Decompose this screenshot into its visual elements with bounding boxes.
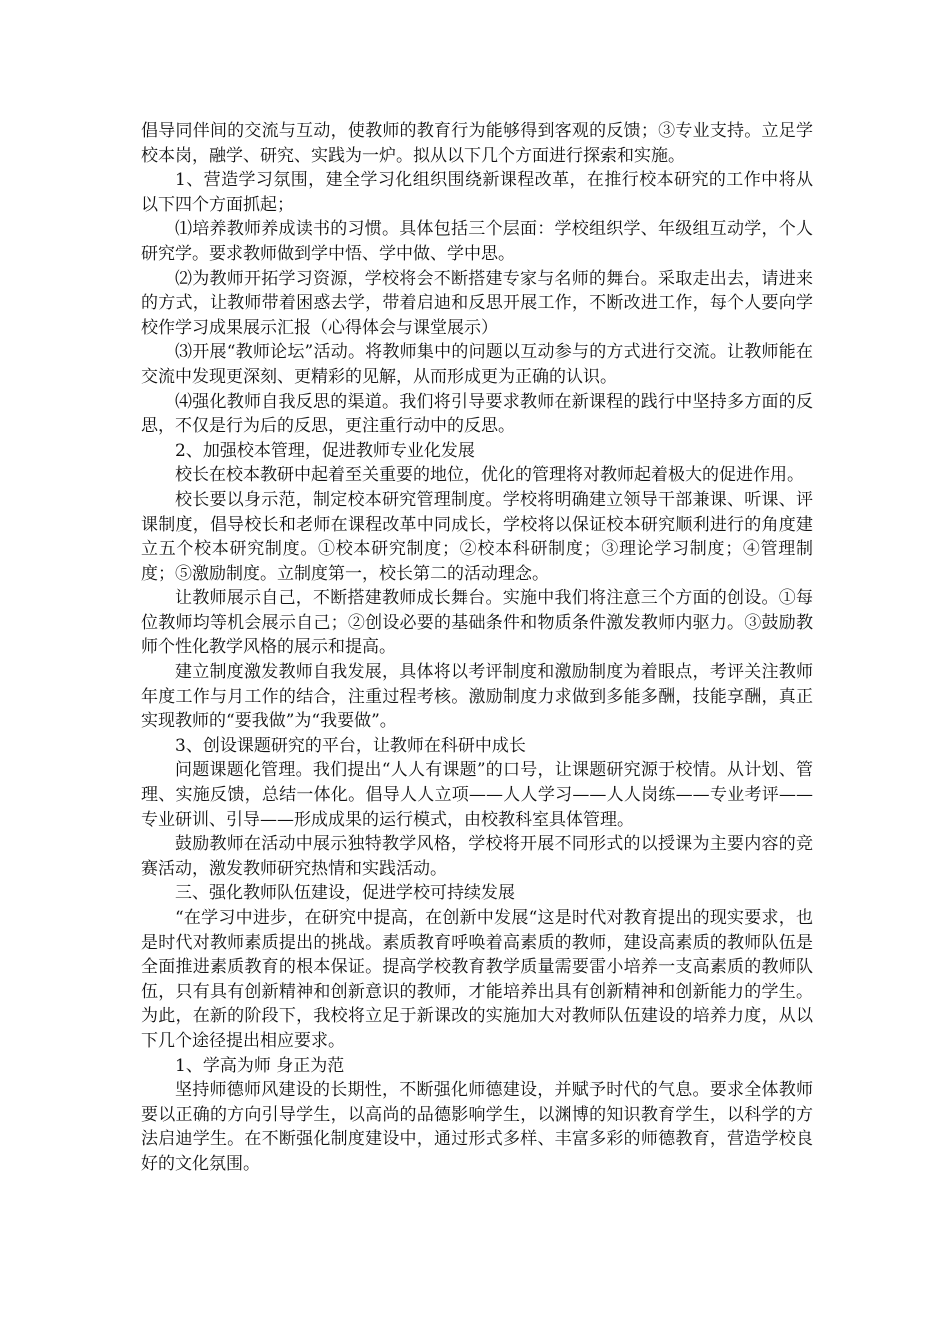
paragraph-ethics-building: 坚持师德师风建设的长期性，不断强化师德建设，并赋予时代的气息。要求全体教师要以正确的方向引导学生，以高尚的品德影响学生，以渊博的知识教育学生，以科学的方法启迪学生。在不断强化制度建设中，通过形式多样、丰富多彩的师德教育，营造学校良好的文化氛围。	[141, 1080, 813, 1174]
paragraph-section-3-heading: 3、创设课题研究的平台，让教师在科研中成长	[175, 735, 526, 756]
paragraph-item-1: ⑴培养教师养成读书的习惯。具体包括三个层面：学校组织学、年级组互动学，个人研究学。要求教师做到学中悟、学中做、学中思。	[141, 219, 813, 264]
paragraph-team-building: “在学习中进步，在研究中提高，在创新中发展“这是时代对教育提出的现实要求，也是时代对教师素质提出的挑战。素质教育呼唤着高素质的教师，建设高素质的教师队伍是全面推进素质教育的根本保证。提高学校教育教学质量需要雷小培养一支高素质的教师队伍，只有具有创新精神和创新意识的教师，才能培养出具有创新精神和创新能力的学生。 为此，在新的阶段下，我校将立足于新课改的实施加大对教师队伍建设的培养力度，从以下几个途径提出相应要求。	[141, 908, 813, 1051]
paragraph-section-2-heading: 2、加强校本管理，促进教师专业化发展	[175, 440, 475, 461]
paragraph-continuation: 倡导同伴间的交流与互动，使教师的教育行为能够得到客观的反馈；③专业支持。立足学校本岗，融学、研究、实践为一炉。拟从以下几个方面进行探索和实施。	[141, 121, 813, 166]
paragraph-section-1-heading: 1、营造学习氛围，建全学习化组织围绕新课程改革，在推行校本研究的工作中将从以下四个方面抓起；	[141, 170, 813, 215]
paragraph-teacher-showcase: 让教师展示自己，不断搭建教师成长舞台。实施中我们将注意三个方面的创设。①每位教师均等机会展示自己；②创设必要的基础条件和物质条件激发教师内驱力。③鼓励教师个性化教学风格的展示和提高。	[141, 588, 813, 658]
paragraph-item-2: ⑵为教师开拓学习资源，学校将会不断搭建专家与名师的舞台。采取走出去，请进来的方式，让教师带着困惑去学，带着启迪和反思开展工作，不断改进工作，每个人要向学校作学习成果展示汇报（心得体会与课堂展示）	[141, 268, 813, 338]
paragraph-subsection-1-heading: 1、学高为师 身正为范	[175, 1055, 345, 1076]
paragraph-incentive-system: 建立制度激发教师自我发展，具体将以考评制度和激励制度为着眼点，考评关注教师年度工作与月工作的结合，注重过程考核。激励制度力求做到多能多酬，技能享酬，真正实现教师的“要我做”为“我要做”。	[141, 662, 813, 732]
paragraph-management-system: 校长要以身示范，制定校本研究管理制度。学校将明确建立领导干部兼课、听课、评课制度，倡导校长和老师在课程改革中同成长，学校将以保证校本研究顺利进行的角度建立五个校本研究制度。①校本研究制度；②校本科研制度；③理论学习制度；④管理制度；⑤激励制度。立制度第一，校长第二的活动理念。	[141, 489, 813, 584]
paragraph-item-3: ⑶开展“教师论坛”活动。将教师集中的问题以互动参与的方式进行交流。让教师能在交流中发现更深刻、更精彩的见解，从而形成更为正确的认识。	[141, 342, 813, 387]
paragraph-topic-management: 问题课题化管理。我们提出“人人有课题”的口号，让课题研究源于校情。从计划、管理、实施反馈，总结一体化。倡导人人立项——人人学习——人人岗练——专业考评——专业研训、引导——形成成果的运行模式，由校教科室具体管理。	[141, 760, 813, 830]
paragraph-part-3-heading: 三、强化教师队伍建设，促进学校可持续发展	[175, 883, 515, 904]
paragraph-teaching-contest: 鼓励教师在活动中展示独特教学风格，学校将开展不同形式的以授课为主要内容的竞赛活动，激发教师研究热情和实践活动。	[141, 834, 813, 879]
paragraph-item-4: ⑷强化教师自我反思的渠道。我们将引导要求教师在新课程的践行中坚持多方面的反思，不仅是行为后的反思，更注重行动中的反思。	[141, 391, 813, 437]
paragraph-principal-role: 校长在校本教研中起着至关重要的地位，优化的管理将对教师起着极大的促进作用。	[175, 465, 804, 486]
document-body	[141, 119, 813, 1177]
